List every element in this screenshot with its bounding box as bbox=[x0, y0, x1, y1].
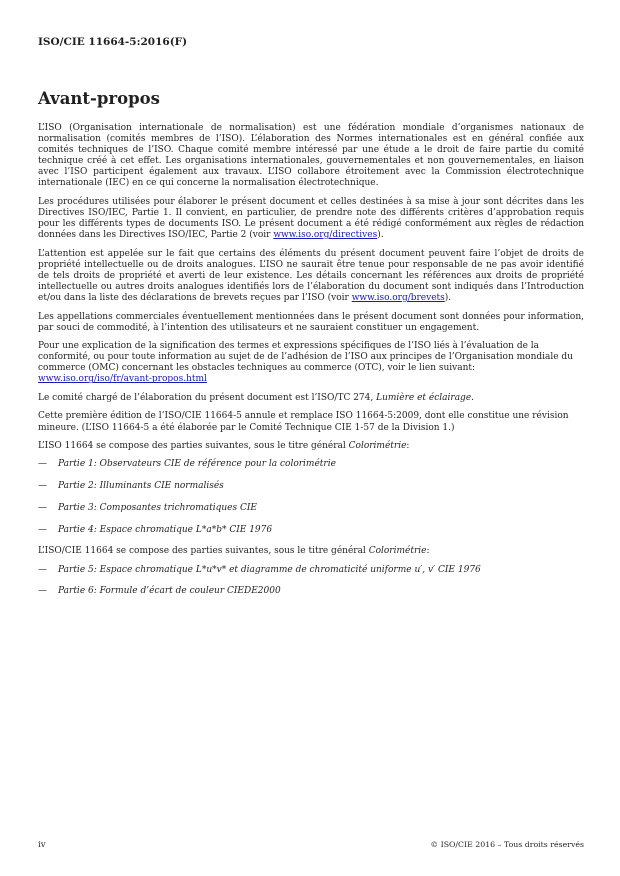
list-item bbox=[38, 586, 584, 597]
paragraph-conformity-text: Pour une explication de la signification des termes et expressions spécifiques de l’ISO liés à l’évaluation de la conformité, ou pour toute information au sujet de de l’adhésion de l’ISO aux principes de l’Organisation mondiale du commerce (OMC) concernant les obstacles techniques au commerce (OTC), voir le lien suivant: bbox=[38, 341, 573, 374]
committee-title: Lumière et éclairage bbox=[376, 392, 472, 403]
list-dash: — bbox=[38, 524, 47, 535]
paragraph-trade-names: Les appellations commerciales éventuellement mentionnées dans le présent document sont données pour information, par souci de commodité, à l’intention des utilisateurs et ne sauraient constituer un engagement. bbox=[38, 311, 584, 333]
link-brevets[interactable]: www.iso.org/brevets bbox=[351, 293, 445, 304]
list-item-text: Partie 2: Illuminants CIE normalisés bbox=[58, 481, 224, 492]
paragraph-parts-isocie-text: L’ISO/CIE 11664 se compose des parties suivantes, sous le titre général bbox=[38, 546, 369, 557]
general-title-2: Colorimétrie bbox=[368, 546, 427, 557]
paragraph-patents-text: L’attention est appelée sur le fait que certains des éléments du présent document peuvent faire l’objet de droits de propriété intellectuelle ou de droits analogues. L’ISO ne saurait être tenue pour responsable de ne pas avoir identifié de tels droits de propriété et averti de leur existence. Les détails concernant les références aux droits de propriété intellectuelle ou autres droits analogues identifiés lors de l’élaboration du document sont indiqués dans l’Introduction et/ou dans la liste des déclarations de brevets reçues par l’ISO (voir bbox=[38, 248, 584, 304]
paragraph-parts-iso-text: L’ISO 11664 se compose des parties suivantes, sous le titre général bbox=[38, 440, 349, 451]
list-dash: — bbox=[38, 564, 47, 575]
paragraph-procedures bbox=[38, 197, 584, 241]
list-item-text: Partie 5: Espace chromatique L*u*v* et diagramme de chromaticité uniforme u′, v′ CIE 1976 bbox=[58, 564, 481, 575]
paragraph-committee bbox=[38, 393, 584, 404]
paragraph-procedures-text: Les procédures utilisées pour élaborer le présent document et celles destinées à sa mise à jour sont décrites dans les Directives ISO/IEC, Partie 1. Il convient, en particulier, de prendre note des différents critères d’approbation requis pour les différents types de documents ISO. Le présent document a été rédigé conformément aux règles de rédaction données dans les Directives ISO/IEC, Partie 2 (voir bbox=[38, 196, 584, 241]
general-title: Colorimétrie bbox=[348, 440, 407, 451]
list-item-text: Partie 1: Observateurs CIE de référence pour la colorimétrie bbox=[58, 459, 336, 470]
document-id-header: ISO/CIE 11664-5:2016(F) bbox=[38, 36, 188, 48]
copyright-notice: © ISO/CIE 2016 – Tous droits réservés bbox=[430, 840, 584, 849]
paragraph-iso-organisation: L’ISO (Organisation internationale de normalisation) est une fédération mondiale d’organismes nationaux de normalisation (comités membres de l’ISO). L’élaboration des Normes internationales est en général confiée aux comités techniques de l’ISO. Chaque comité membre intéressé par une étude a le droit de faire partie du comité technique créé à cet effet. Les organisations internationales, gouvernementales et non gouvernementales, en liaison avec l’ISO participent également aux travaux. L’ISO collabore étroitement avec la Commission électrotechnique internationale (IEC) en ce qui concerne la normalisation électrotechnique. bbox=[38, 123, 584, 189]
list-dash: — bbox=[38, 459, 47, 470]
paragraph-edition: Cette première édition de l’ISO/CIE 11664-5 annule et remplace ISO 11664-5:2009, dont elle constitue une révision mineure. (L’ISO 11664-5 a été élaborée par le Comité Technique CIE 1-57 de la Division 1.) bbox=[38, 411, 569, 433]
paragraph-parts-isocie bbox=[38, 546, 584, 557]
list-dash: — bbox=[38, 586, 47, 597]
list-item bbox=[38, 503, 584, 514]
list-item bbox=[38, 565, 584, 576]
page-number: iv bbox=[38, 840, 46, 850]
list-item bbox=[38, 481, 584, 492]
list-dash: — bbox=[38, 481, 47, 492]
list-item bbox=[38, 525, 584, 536]
link-avant-propos[interactable]: www.iso.org/iso/fr/avant-propos.html bbox=[38, 374, 207, 385]
paragraph-patents bbox=[38, 249, 584, 304]
paragraph-committee-end: . bbox=[471, 392, 475, 403]
paragraph-parts-iso bbox=[38, 441, 584, 452]
paragraph-parts-isocie-end: : bbox=[426, 546, 430, 557]
paragraph-patents-end: ). bbox=[444, 293, 452, 304]
paragraph-parts-iso-end: : bbox=[406, 440, 410, 451]
list-item bbox=[38, 459, 584, 470]
paragraph-procedures-end: ). bbox=[377, 230, 384, 241]
paragraph-committee-text: Le comité chargé de l’élaboration du présent document est l’ISO/TC 274, bbox=[38, 392, 377, 403]
foreword-body bbox=[38, 123, 584, 608]
list-dash: — bbox=[38, 502, 47, 513]
page-title: Avant-propos bbox=[38, 89, 160, 108]
document-page bbox=[38, 0, 584, 876]
paragraph-conformity bbox=[38, 341, 584, 385]
list-item-text: Partie 3: Composantes trichromatiques CIE bbox=[58, 502, 257, 513]
list-item-text: Partie 4: Espace chromatique L*a*b* CIE 1976 bbox=[58, 524, 273, 535]
list-item-text: Partie 6: Formule d’écart de couleur CIEDE2000 bbox=[58, 586, 281, 597]
link-directives[interactable]: www.iso.org/directives bbox=[273, 230, 378, 241]
